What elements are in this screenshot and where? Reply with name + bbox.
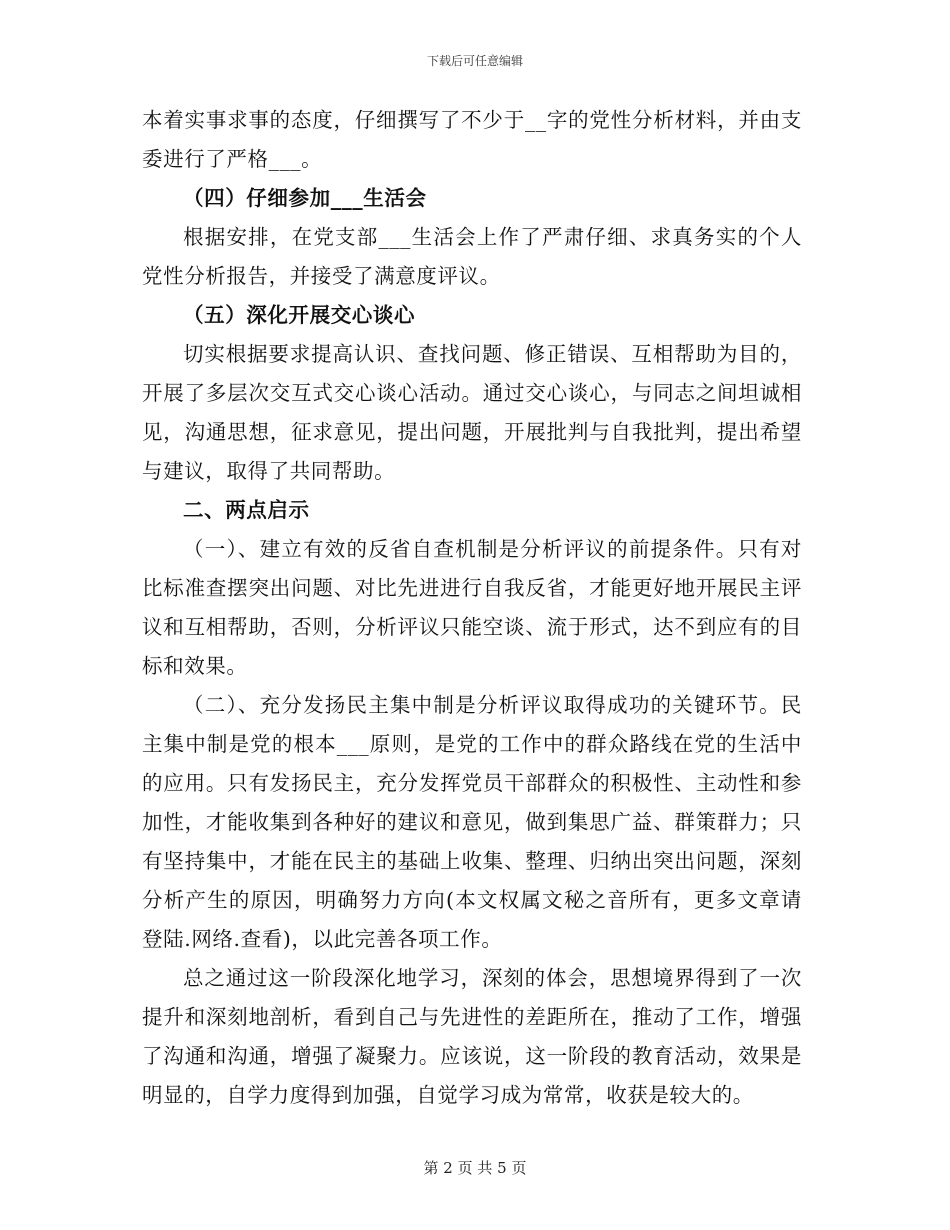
paragraph-summary: 总之通过这一阶段深化地学习，深刻的体会，思想境界得到了一次提升和深刻地剖析，看到自己与先进性的差距所在，推动了工作，增强了沟通和沟通，增强了凝聚力。应该说，这一阶段的教育活动，效果是明显的，自学力度得到加强，自觉学习成为常常，收获是较大的。 <box>142 966 802 1107</box>
paragraph-insight-one: （一）、建立有效的反省自查机制是分析评议的前提条件。只有对比标准查摆突出问题、对比先进进行自我反省，才能更好地开展民主评议和互相帮助，否则，分析评议只能空谈、流于形式，达不到应有的目标和效果。 <box>142 537 802 678</box>
paragraph-life-meeting: 根据安排，在党支部___生活会上作了严肃仔细、求真务实的个人党性分析报告，并接受了满意度评议。 <box>142 225 802 288</box>
section-heading-five: （五）深化开展交心谈心 <box>183 303 416 327</box>
page-header-note: 下载后可任意编辑 <box>426 54 523 68</box>
paragraph-insight-two: （二）、充分发扬民主集中制是分析评议取得成功的关键环节。民主集中制是党的根本___原则，是党的工作中的群众路线在党的生活中的应用。只有发扬民主，充分发挥党员干部群众的积极性、主动性和参加性，才能收集到各种好的建议和意见，做到集思广益、群策群力；只有坚持集中，才能在民主的基础上收集、整理、归纳出突出问题，深刻分析产生的原因，明确努力方向(本文权属文秘之音所有，更多文章请登陆.网络.查看)，以此完善各项工作。 <box>142 693 802 951</box>
document-body <box>142 101 802 1115</box>
section-heading-two-insights: 二、两点启示 <box>183 498 310 522</box>
paragraph-heart-to-heart: 切实根据要求提高认识、查找问题、修正错误、互相帮助为目的，开展了多层次交互式交心谈心活动。通过交心谈心，与同志之间坦诚相见，沟通思想，征求意见，提出问题，开展批判与自我批判，提出希望与建议，取得了共同帮助。 <box>142 342 802 483</box>
page-number: 第 2 页 共 5 页 <box>423 1159 527 1177</box>
section-heading-four: （四）仔细参加___生活会 <box>183 186 427 210</box>
paragraph-analysis-material: 本着实事求事的态度，仔细撰写了不少于__字的党性分析材料，并由支委进行了严格___。 <box>142 108 802 171</box>
